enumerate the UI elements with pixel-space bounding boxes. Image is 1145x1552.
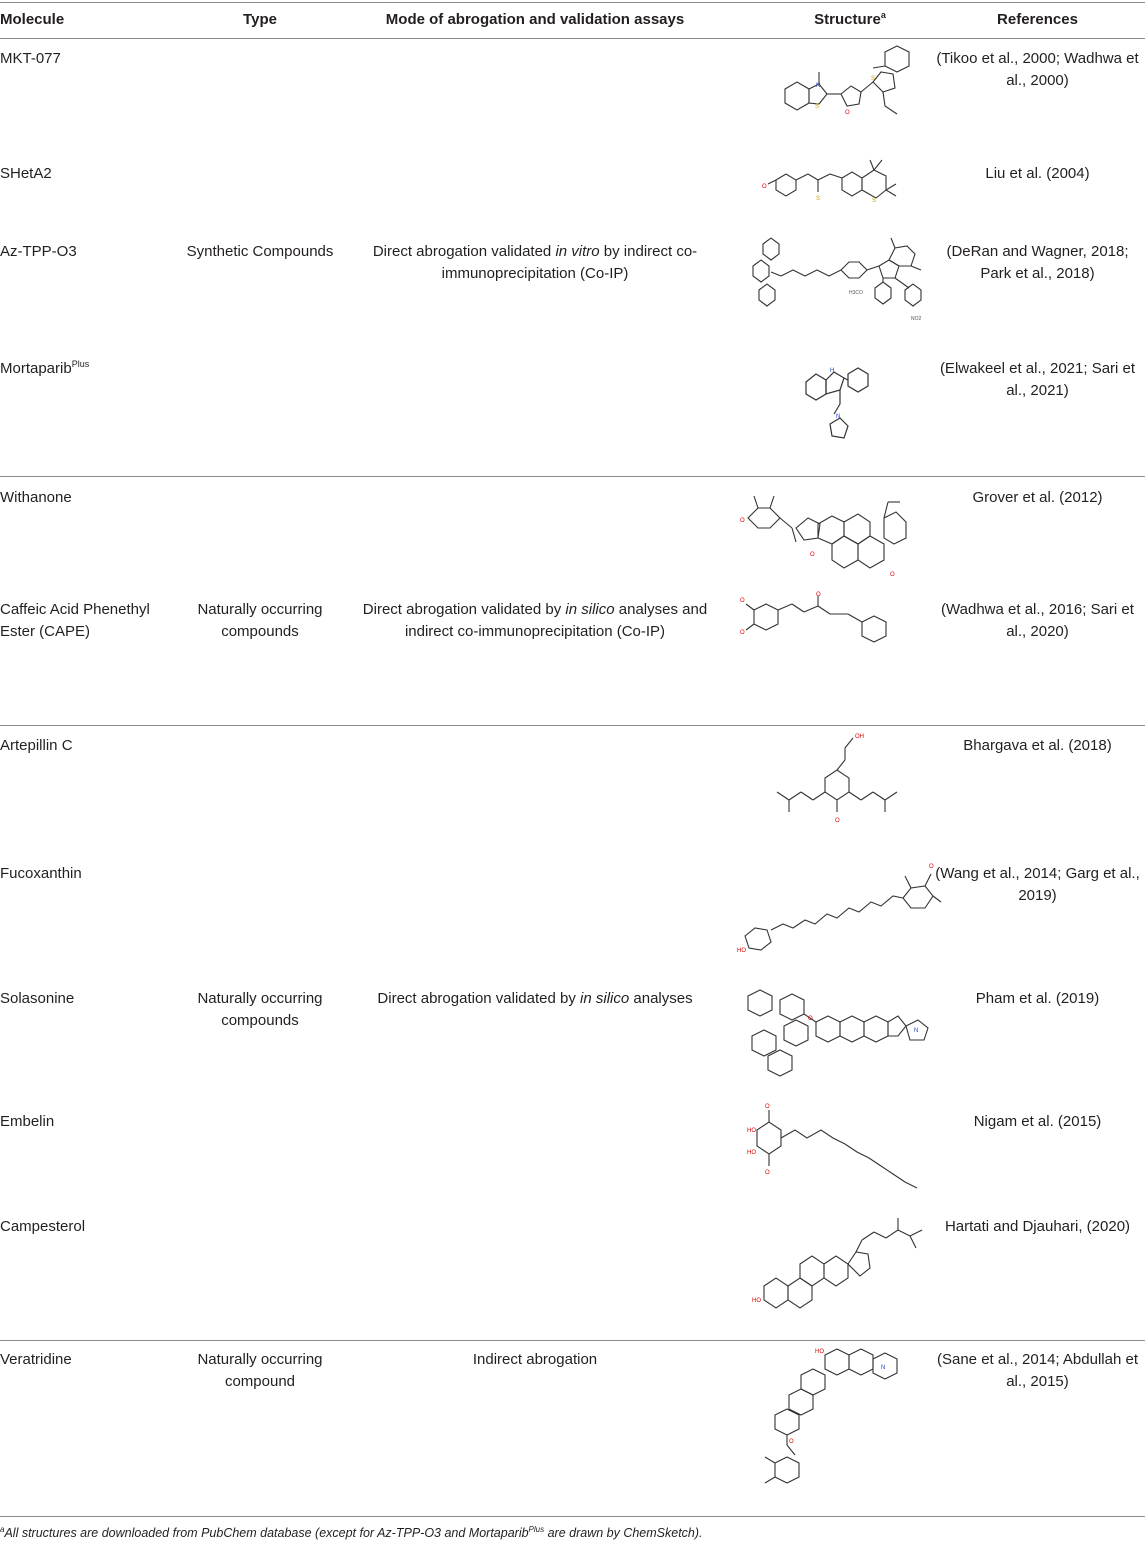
molecule-structure-icon	[745, 232, 945, 342]
svg-text:O: O	[765, 1170, 770, 1176]
mode-text: Direct abrogation validated by	[362, 601, 566, 618]
svg-text:O: O	[808, 1016, 813, 1022]
svg-text:O: O	[740, 630, 745, 636]
molecule-name: Withanone	[0, 489, 72, 506]
mode-text: analyses	[629, 990, 693, 1007]
header-molecule: Molecule	[0, 11, 65, 28]
reference: (Wadhwa et al., 2016; Sari et al., 2020)	[941, 601, 1134, 640]
svg-text:O: O	[890, 572, 895, 578]
svg-text:S: S	[816, 196, 821, 202]
compound-type: Naturally occurring compounds	[197, 601, 323, 640]
reference: (Wang et al., 2014; Garg et al., 2019)	[935, 865, 1140, 904]
svg-text:O: O	[929, 864, 934, 870]
table-bottom-rule	[0, 1516, 1145, 1517]
molecule-name: Veratridine	[0, 1351, 72, 1368]
header-structure-footnote-mark: a	[880, 10, 886, 20]
molecule-name-main: Mortaparib	[0, 360, 72, 377]
svg-text:S: S	[872, 198, 877, 204]
reference: (Tikoo et al., 2000; Wadhwa et al., 2000)	[936, 50, 1139, 89]
svg-text:O: O	[835, 818, 840, 824]
header-structure-label: Structure	[814, 11, 881, 28]
abrogation-mode	[345, 1349, 725, 1371]
svg-text:N: N	[881, 1365, 886, 1371]
reference: Bhargava et al. (2018)	[963, 737, 1112, 754]
svg-text:HO: HO	[752, 1298, 761, 1304]
reference: (Elwakeel et al., 2021; Sari et al., 2021)	[939, 360, 1136, 399]
svg-text:O: O	[789, 1439, 794, 1445]
svg-text:S: S	[815, 104, 820, 110]
reference: Hartati and Djauhari, (2020)	[944, 1218, 1131, 1235]
molecule-structure-icon	[738, 986, 938, 1086]
molecule-name: Embelin	[0, 1113, 55, 1130]
svg-text:O: O	[762, 184, 767, 190]
mode-text: Direct abrogation validated	[372, 243, 556, 260]
group-divider	[0, 1340, 1145, 1341]
molecule-name	[0, 358, 175, 380]
footnote-text: are drawn by ChemSketch).	[544, 1526, 703, 1540]
reference: Liu et al. (2004)	[985, 165, 1090, 182]
reference: (DeRan and Wagner, 2018; Park et al., 2018)	[946, 243, 1129, 282]
mode-text: by indirect co-immunoprecipitation (Co-IP)	[441, 243, 698, 282]
header-type: Type	[243, 11, 277, 28]
mode-text: Direct abrogation validated by	[377, 990, 581, 1007]
header-mode: Mode of abrogation and validation assays	[385, 11, 685, 28]
molecule-structure-icon	[745, 1100, 925, 1192]
reference: Nigam et al. (2015)	[973, 1113, 1102, 1130]
svg-text:O: O	[765, 1104, 770, 1110]
molecule-name: Solasonine	[0, 990, 75, 1007]
molecule-structure-icon	[735, 840, 945, 955]
reference: (Sane et al., 2014; Abdullah et al., 2015)	[937, 1351, 1138, 1390]
group-divider	[0, 725, 1145, 726]
mode-emphasis: in vitro	[555, 243, 600, 260]
svg-text:H: H	[830, 368, 835, 374]
svg-text:O: O	[810, 552, 815, 558]
abrogation-mode	[345, 241, 725, 285]
svg-text:HO: HO	[747, 1128, 756, 1134]
header-structure	[770, 9, 930, 31]
header-references: References	[997, 11, 1078, 28]
compound-type: Naturally occurring compounds	[197, 990, 323, 1029]
molecule-structure-icon	[755, 1345, 925, 1510]
svg-text:HO: HO	[815, 1349, 824, 1355]
molecule-structure-icon	[760, 156, 930, 206]
molecule-structure-icon	[738, 590, 938, 670]
svg-text:O: O	[816, 592, 821, 598]
group-divider	[0, 476, 1145, 477]
molecule-structure-icon	[775, 44, 920, 136]
reference: Pham et al. (2019)	[975, 990, 1100, 1007]
molecule-name: Caffeic Acid Phenethyl Ester (CAPE)	[0, 601, 150, 640]
mode-emphasis: in silico	[580, 990, 630, 1007]
footnote-mark: a	[0, 1525, 5, 1534]
molecule-structure-icon	[800, 352, 890, 462]
svg-text:S: S	[871, 76, 876, 82]
molecule-name: SHetA2	[0, 165, 52, 182]
svg-text:O: O	[740, 598, 745, 604]
footnote-superscript: Plus	[528, 1525, 545, 1534]
molecule-name: Fucoxanthin	[0, 865, 82, 882]
compound-type: Synthetic Compounds	[186, 243, 334, 260]
molecule-name: Az-TPP-O3	[0, 243, 77, 260]
svg-text:HO: HO	[737, 948, 746, 954]
molecule-name: Artepillin C	[0, 737, 73, 754]
mode-text: analyses and indirect co-immunoprecipitation (Co-IP)	[404, 601, 708, 640]
svg-text:N: N	[836, 414, 841, 420]
abrogation-mode	[345, 599, 725, 643]
svg-text:OH: OH	[855, 734, 864, 740]
molecule-structure-icon	[750, 1202, 940, 1312]
molecule-name: MKT-077	[0, 50, 61, 67]
molecule-structure-icon	[740, 478, 940, 580]
mode-text: Indirect abrogation	[472, 1351, 598, 1368]
svg-text:HO: HO	[747, 1150, 756, 1156]
footnote-text: All structures are downloaded from PubChem database (except for Az-TPP-O3 and Mortaparib	[4, 1526, 529, 1540]
table-top-rule	[0, 2, 1145, 3]
svg-text:NO2: NO2	[911, 316, 922, 322]
abrogation-mode	[345, 988, 725, 1010]
molecule-name: Campesterol	[0, 1218, 86, 1235]
mode-emphasis: in silico	[565, 601, 615, 618]
header-rule	[0, 38, 1145, 39]
reference: Grover et al. (2012)	[972, 489, 1103, 506]
svg-text:O: O	[845, 110, 850, 116]
svg-text:O: O	[740, 518, 745, 524]
svg-text:H3CO: H3CO	[849, 290, 863, 296]
molecule-name-superscript: Plus	[71, 359, 90, 369]
svg-text:N: N	[914, 1028, 919, 1034]
table-footnote	[0, 1526, 1145, 1540]
compound-type: Naturally occurring compound	[197, 1351, 323, 1390]
molecule-structure-icon	[765, 730, 925, 830]
svg-text:N: N	[816, 83, 821, 89]
